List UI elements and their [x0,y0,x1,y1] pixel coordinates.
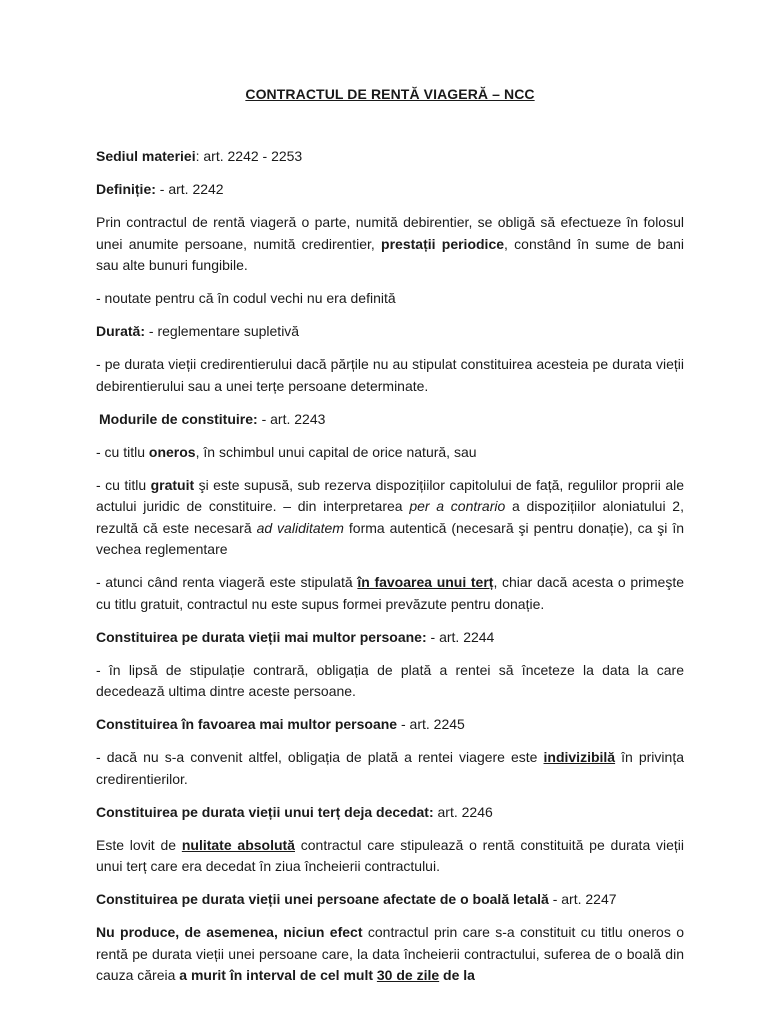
paragraph-nu-produce-efect: Nu produce, de asemenea, niciun efect contractul prin care s-a constituit cu titlu oneros o rentă pe durata vieții unei persoane care, la data încheierii contractului, suferea de o boală din cauza căreia a murit în interval de cel mult 30 de zile de la [96,924,684,983]
label-sediul-materiei: Sediul materiei [96,148,196,164]
paragraph-durata: Durată: - reglementare supletivă [96,323,300,339]
paragraph-mai-multor-persoane-viata-text: - în lipsă de stipulație contrară, obligația de plată a rentei să înceteze la data la care decedează ultima dintre aceste persoane. [96,661,684,699]
paragraph-noutate: - noutate pentru că în codul vechi nu era definită [96,290,396,306]
paragraph-favoarea-mai-multor: Constituirea în favoarea mai multor persoane - art. 2245 [96,716,465,732]
label-mai-multor-persoane-viata: Constituirea pe durata vieții mai multor persoane: [96,628,427,645]
paragraph-tert-decedat: Constituirea pe durata vieții unui terț deja decedat: art. 2246 [96,803,493,820]
label-boala-letala: Constituirea pe durata vieții unei persoane afectate de o boală letală [96,891,549,907]
paragraph-mai-multor-persoane-viata: Constituirea pe durata vieții mai multor persoane: - art. 2244 [96,628,495,645]
document-body [96,86,684,998]
paragraph-durata-text: - pe durata vieții credirentierului dacă părțile nu au stipulat constituirea acesteia pe durata vieții debirentierului sau a unei terțe persoane determinate. [96,356,684,394]
page-title: CONTRACTUL DE RENTĂ VIAGERĂ – NCC [245,86,535,102]
paragraph-titlu-gratuit: - cu titlu gratuit şi este supusă, sub rezerva dispozițiilor capitolului de față, regulilor proprii ale actului juridic de constituire. – din interpretarea per a contrario a dispozițiilor aloniatului 2, rezultă că este necesară ad validitatem forma autentică (necesară şi pentru donație), ca şi în vechea reglementare [96,476,685,557]
label-definitie: Definiție: [96,181,156,197]
paragraph-indivizibila: - dacă nu s-a convenit altfel, obligația de plată a rentei viagere este indivizibilă în privința credirentierilor. [96,749,684,787]
paragraph-favoarea-tert: - atunci când renta viageră este stipulată în favoarea unui terț, chiar dacă acesta o primeşte cu titlu gratuit, contractul nu este supus formei prevăzute pentru donație. [96,574,685,612]
paragraph-modurile-de-constituire: Modurile de constituire: - art. 2243 [99,410,326,427]
paragraph-definitie: Definiție: - art. 2242 [96,181,224,197]
label-favoarea-mai-multor: Constituirea în favoarea mai multor persoane [96,716,398,732]
paragraph-sediul-materiei: Sediul materiei: art. 2242 - 2253 [96,148,303,164]
paragraph-boala-letala: Constituirea pe durata vieții unei persoane afectate de o boală letală - art. 2247 [96,891,617,907]
label-tert-decedat: Constituirea pe durata vieții unui terț deja decedat: [96,803,434,820]
label-durata: Durată: [96,323,146,339]
label-modurile-de-constituire: Modurile de constituire: [99,410,258,427]
paragraph-nulitate: Este lovit de nulitate absolută contractul care stipulează o rentă constituită pe durata vieții unui terț care era decedat în ziua încheierii contractului. [96,836,685,874]
paragraph-definition-text: Prin contractul de rentă viageră o parte, numită debirentier, se obligă să efectueze în folosul unei anumite persoane, numită credirentier, prestații periodice, constând în sume de bani sau alte bunuri fungibile. [96,214,684,273]
paragraph-titlu-oneros: - cu titlu oneros, în schimbul unui capital de orice natură, sau [96,443,477,460]
